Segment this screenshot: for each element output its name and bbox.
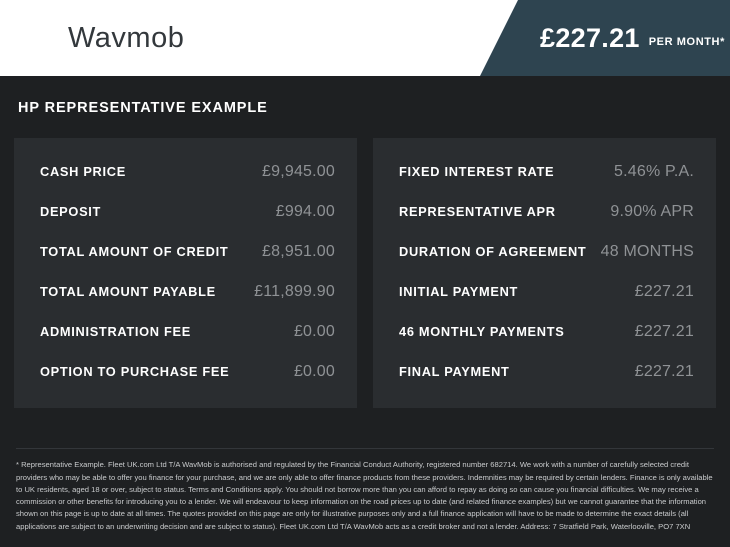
row-label: REPRESENTATIVE APR (399, 204, 556, 219)
brand-name: Wavmob (68, 21, 185, 54)
row-label: CASH PRICE (40, 164, 126, 179)
row-label: INITIAL PAYMENT (399, 284, 519, 299)
table-row (32, 232, 339, 272)
table-row (391, 192, 698, 232)
row-value: 5.46% P.A. (614, 163, 694, 180)
monthly-price-block (518, 0, 730, 76)
row-value: £0.00 (293, 323, 335, 340)
row-label: FIXED INTEREST RATE (399, 164, 555, 179)
row-label: OPTION TO PURCHASE FEE (40, 364, 230, 379)
page-header (0, 0, 730, 76)
row-value: £11,899.90 (254, 283, 335, 300)
page-title: HP REPRESENTATIVE EXAMPLE (18, 100, 268, 116)
row-value: £0.00 (293, 363, 335, 380)
row-value: £227.21 (634, 283, 694, 300)
row-label: FINAL PAYMENT (399, 364, 510, 379)
footer (0, 436, 730, 547)
row-label: DEPOSIT (40, 204, 102, 219)
table-row (32, 352, 339, 392)
row-label: TOTAL AMOUNT OF CREDIT (40, 244, 229, 259)
brand-area (0, 0, 518, 76)
right-details-panel (373, 138, 716, 408)
table-row (32, 272, 339, 312)
table-row (391, 232, 698, 272)
table-row (32, 312, 339, 352)
table-row (391, 272, 698, 312)
row-value: 48 MONTHS (600, 243, 694, 260)
row-value: £227.21 (634, 323, 694, 340)
disclaimer-text: * Representative Example. Fleet UK.com Ltd T/A WavMob is authorised and regulated by the Financial Conduct Authority, registered number 682714. We work with a number of carefully selected credit providers who may be able to offer you finance for your purchase, and we are only able to offer finance products from these providers. Indemnities may be required by certain lenders. Finance is only available to UK residents, aged 18 or over, subject to status. Terms and Conditions apply. You should not borrow more than you can afford to repay as doing so can cause you financial difficulties. We may receive a commission or other benefits for introducing you to a lender. We will endeavour to keep information on the road prices up to date (and related finance examples) but we cannot guarantee that the information shown on this page is up to date at all times. The quotes provided on this page are only for illustrative purposes only and a full finance application will have to be made to determine the exact details (all applications are subject to an underwriting decision and are subject to status). Fleet UK.com Ltd T/A WavMob acts as a credit broker and not a lender. Address: 7 Stratfield Park, Waterlooville, PO7 7XN (16, 460, 713, 531)
row-value: £227.21 (634, 363, 694, 380)
row-value: £9,945.00 (262, 163, 335, 180)
monthly-price-period: PER MONTH* (648, 36, 725, 48)
table-row (391, 152, 698, 192)
table-row (32, 192, 339, 232)
table-row (391, 312, 698, 352)
row-value: £994.00 (275, 203, 335, 220)
row-label: ADMINISTRATION FEE (40, 324, 191, 339)
row-value: £8,951.00 (262, 243, 335, 260)
row-label: DURATION OF AGREEMENT (399, 244, 587, 259)
table-row (32, 152, 339, 192)
divider (16, 448, 714, 449)
monthly-price-amount: £227.21 (540, 22, 640, 53)
finance-details-panels (0, 116, 730, 408)
row-label: TOTAL AMOUNT PAYABLE (40, 284, 216, 299)
left-details-panel (14, 138, 357, 408)
row-label: 46 MONTHLY PAYMENTS (399, 324, 565, 339)
row-value: 9.90% APR (610, 203, 694, 220)
table-row (391, 352, 698, 392)
